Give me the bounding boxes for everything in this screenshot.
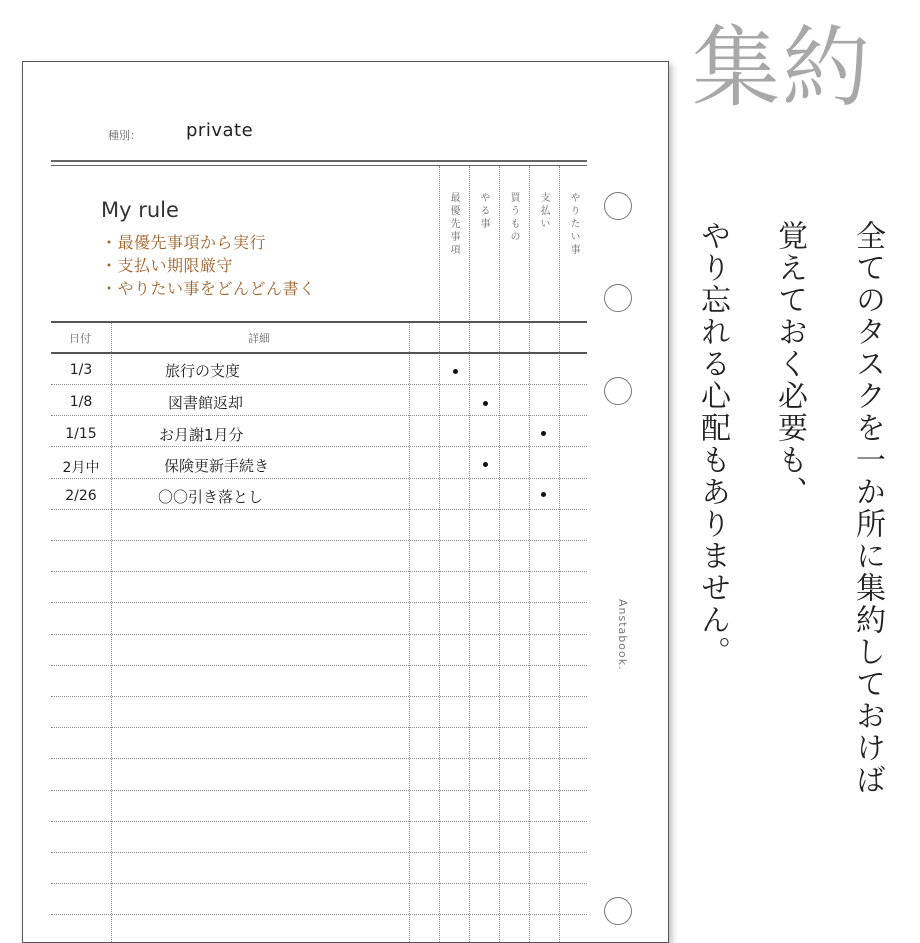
row-date: 2/26: [65, 488, 97, 504]
column-divider: [469, 166, 470, 942]
ruled-line: [51, 696, 587, 697]
binder-hole: [604, 192, 632, 220]
ruled-line: [51, 665, 587, 666]
header-double-rule: [51, 160, 587, 166]
category-header: 買うもの: [508, 192, 519, 244]
binder-hole: [604, 377, 632, 405]
rule-item: ・やりたい事をどんどん書く: [101, 279, 316, 298]
copy-column: 全てのタスクを一か所に集約しておけば: [850, 220, 885, 796]
ruled-line: [51, 634, 587, 635]
row-date: 1/15: [65, 426, 97, 442]
ruled-line: [51, 852, 587, 853]
ruled-line: [51, 790, 587, 791]
row-detail: 旅行の支度: [165, 362, 241, 380]
ruled-line: [51, 883, 587, 884]
kind-value: private: [186, 120, 254, 141]
detail-column-header: 詳細: [248, 332, 270, 345]
ruled-line: [51, 571, 587, 572]
ruled-line: [51, 727, 587, 728]
table-top-rule: [51, 321, 587, 323]
row-detail: お月謝1月分: [159, 426, 244, 444]
ruled-line: [51, 540, 587, 541]
column-divider: [529, 166, 530, 942]
copy-column: 覚えておく必要も、: [772, 220, 807, 508]
row-date: 1/3: [69, 362, 93, 378]
kind-label: 種別：: [108, 129, 141, 142]
column-divider: [439, 166, 440, 942]
category-header: やりたい事: [568, 192, 579, 257]
binder-hole: [604, 284, 632, 312]
planner-sheet: [22, 61, 669, 943]
ruled-line: [51, 415, 587, 416]
ruled-line: [51, 509, 587, 510]
row-detail: 図書館返却: [168, 394, 244, 412]
ruled-line: [51, 478, 587, 479]
ruled-line: [51, 914, 587, 915]
check-dot: [541, 492, 546, 497]
rule-item: ・支払い期限厳守: [101, 256, 234, 275]
row-detail: 〇〇引き落とし: [158, 488, 264, 506]
ruled-line: [51, 384, 587, 385]
category-header: 最優先事項: [448, 192, 459, 257]
check-dot: [541, 431, 546, 436]
row-date: 2月中: [62, 460, 100, 476]
check-dot: [483, 401, 488, 406]
date-column-header: 日付: [69, 332, 91, 345]
rule-item: ・最優先事項から実行: [101, 233, 267, 252]
row-date: 1/8: [69, 394, 93, 410]
row-detail: 保険更新手続き: [164, 457, 270, 475]
column-divider: [499, 166, 500, 942]
ruled-line: [51, 821, 587, 822]
table-header-rule: [51, 352, 587, 354]
check-dot: [453, 369, 458, 374]
brand-mark: Anstabook.: [616, 599, 629, 671]
binder-hole: [604, 897, 632, 925]
ruled-line: [51, 602, 587, 603]
category-header: やる事: [478, 192, 489, 231]
ruled-line: [51, 758, 587, 759]
column-divider: [559, 166, 560, 942]
ruled-line: [51, 446, 587, 447]
copy-column: やり忘れる心配もありません。: [695, 220, 730, 668]
category-header: 支払い: [538, 192, 549, 231]
check-dot: [483, 462, 488, 467]
headline: 集約: [692, 16, 873, 119]
rule-title: My rule: [101, 198, 179, 222]
